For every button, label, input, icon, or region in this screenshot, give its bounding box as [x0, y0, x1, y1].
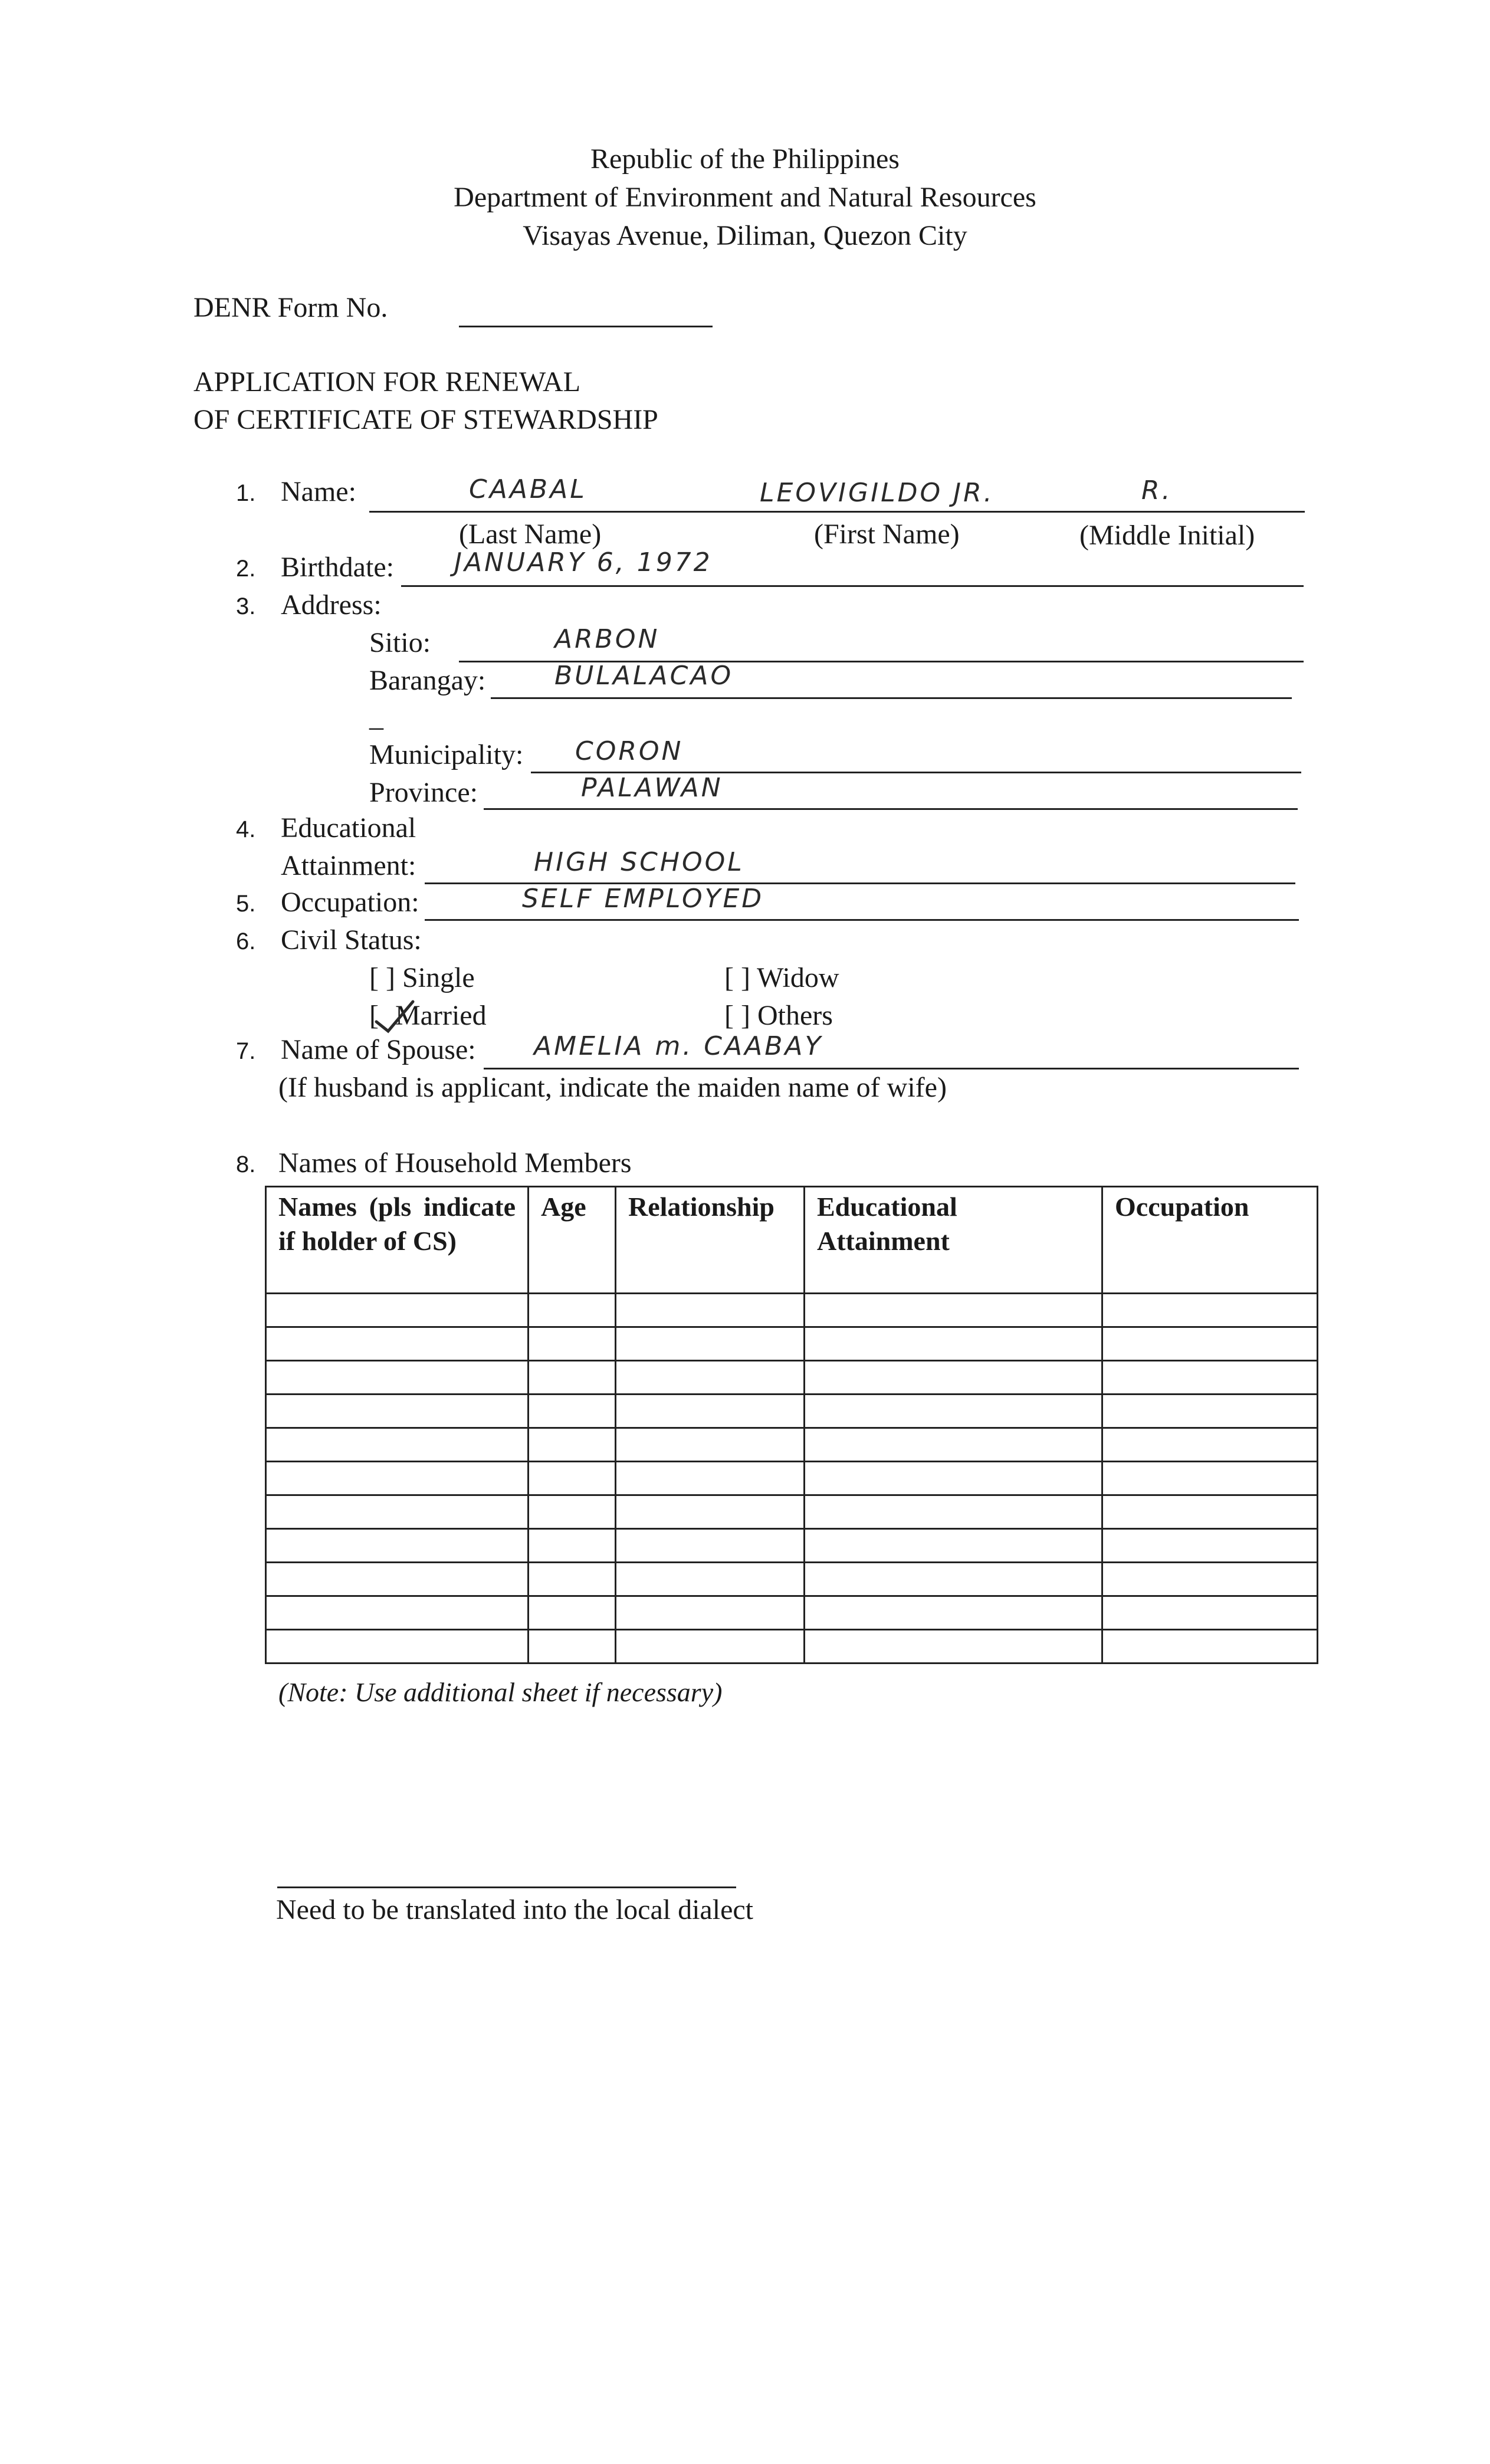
- table-cell[interactable]: [1102, 1495, 1318, 1529]
- table-row: [266, 1294, 1318, 1327]
- table-cell[interactable]: [1102, 1462, 1318, 1495]
- table-cell[interactable]: [616, 1361, 805, 1395]
- table-cell[interactable]: [616, 1495, 805, 1529]
- name-line: [369, 511, 1305, 513]
- birthdate-line: [401, 585, 1304, 587]
- table-cell[interactable]: [266, 1361, 529, 1395]
- municipality-value: CORON: [575, 736, 684, 766]
- table-row: [266, 1529, 1318, 1563]
- birthdate-label: Birthdate:: [281, 552, 394, 583]
- table-cell[interactable]: [616, 1294, 805, 1327]
- middle-initial-value: R.: [1141, 475, 1173, 506]
- table-cell[interactable]: [1102, 1596, 1318, 1630]
- education-label-line2: Attainment:: [281, 850, 416, 881]
- table-cell[interactable]: [529, 1462, 616, 1495]
- table-cell[interactable]: [529, 1596, 616, 1630]
- table-cell[interactable]: [529, 1327, 616, 1361]
- province-value: PALAWAN: [581, 773, 723, 803]
- last-name-caption: (Last Name): [459, 519, 602, 550]
- table-cell[interactable]: [805, 1529, 1102, 1563]
- address-label: Address:: [281, 589, 382, 621]
- table-row: [266, 1596, 1318, 1630]
- household-note: (Note: Use additional sheet if necessary): [278, 1677, 723, 1707]
- col-names: Names (pls indicate if holder of CS): [266, 1187, 529, 1294]
- table-cell[interactable]: [616, 1462, 805, 1495]
- table-cell[interactable]: [805, 1361, 1102, 1395]
- table-cell[interactable]: [1102, 1395, 1318, 1428]
- spouse-label: Name of Spouse:: [281, 1034, 476, 1065]
- table-cell[interactable]: [266, 1596, 529, 1630]
- table-cell[interactable]: [805, 1428, 1102, 1462]
- table-cell[interactable]: [529, 1428, 616, 1462]
- name-label: Name:: [281, 476, 356, 507]
- barangay-label: Barangay:: [369, 665, 486, 696]
- item-number-3: 3.: [236, 593, 256, 619]
- middle-initial-caption: (Middle Initial): [1079, 520, 1255, 551]
- education-value: HIGH SCHOOL: [534, 847, 744, 877]
- table-cell[interactable]: [805, 1462, 1102, 1495]
- education-label-line1: Educational: [281, 812, 416, 844]
- item-number-5: 5.: [236, 891, 256, 917]
- col-age: Age: [529, 1187, 616, 1294]
- form-title-line2: OF CERTIFICATE OF STEWARDSHIP: [193, 404, 658, 435]
- sitio-value: ARBON: [554, 624, 660, 654]
- form-no-line: [459, 326, 713, 327]
- table-row: [266, 1395, 1318, 1428]
- item-number-8: 8.: [236, 1151, 256, 1177]
- first-name-caption: (First Name): [814, 519, 960, 550]
- table-row: [266, 1361, 1318, 1395]
- province-label: Province:: [369, 777, 478, 808]
- table-cell[interactable]: [529, 1361, 616, 1395]
- col-occupation: Occupation: [1102, 1187, 1318, 1294]
- table-cell[interactable]: [1102, 1563, 1318, 1596]
- occupation-line: [425, 919, 1299, 921]
- occupation-label: Occupation:: [281, 887, 419, 918]
- table-cell[interactable]: [266, 1462, 529, 1495]
- item-number-7: 7.: [236, 1038, 256, 1064]
- table-cell[interactable]: [266, 1428, 529, 1462]
- household-header-row: [266, 1187, 1318, 1294]
- household-table: [265, 1186, 1318, 1664]
- form-no-label: DENR Form No.: [193, 292, 388, 323]
- last-name-value: CAABAL: [469, 474, 587, 504]
- civil-status-label: Civil Status:: [281, 924, 422, 956]
- municipality-label: Municipality:: [369, 739, 524, 770]
- table-row: [266, 1428, 1318, 1462]
- address-dash: _: [369, 701, 383, 733]
- table-cell[interactable]: [1102, 1529, 1318, 1563]
- table-cell[interactable]: [529, 1495, 616, 1529]
- married-label: Married: [395, 1000, 487, 1031]
- table-cell[interactable]: [266, 1294, 529, 1327]
- col-relationship: Relationship: [616, 1187, 805, 1294]
- header-department: Department of Environment and Natural Resources: [454, 182, 1036, 213]
- item-number-2: 2.: [236, 556, 256, 582]
- item-number-6: 6.: [236, 928, 256, 954]
- table-cell[interactable]: [805, 1596, 1102, 1630]
- spouse-note: (If husband is applicant, indicate the maiden name of wife): [278, 1072, 947, 1103]
- table-row: [266, 1327, 1318, 1361]
- footnote: Need to be translated into the local dialect: [276, 1894, 754, 1925]
- col-education: Educational Attainment: [805, 1187, 1102, 1294]
- table-cell[interactable]: [805, 1395, 1102, 1428]
- footnote-rule: [277, 1886, 736, 1888]
- married-check-mark: [370, 997, 418, 1038]
- table-cell[interactable]: [266, 1529, 529, 1563]
- table-cell[interactable]: [616, 1395, 805, 1428]
- sitio-label: Sitio:: [369, 627, 431, 658]
- table-cell[interactable]: [616, 1563, 805, 1596]
- table-cell[interactable]: [266, 1327, 529, 1361]
- barangay-line: [491, 697, 1292, 699]
- barangay-value: BULALACAO: [554, 661, 734, 691]
- table-cell[interactable]: [1102, 1630, 1318, 1664]
- table-row: [266, 1563, 1318, 1596]
- first-name-value: LEOVIGILDO JR.: [760, 478, 995, 508]
- table-cell[interactable]: [266, 1630, 529, 1664]
- table-cell[interactable]: [529, 1563, 616, 1596]
- table-cell[interactable]: [1102, 1361, 1318, 1395]
- spouse-value: AMELIA m. CAABAY: [534, 1031, 823, 1061]
- table-row: [266, 1630, 1318, 1664]
- table-cell[interactable]: [1102, 1428, 1318, 1462]
- table-cell[interactable]: [616, 1428, 805, 1462]
- option-single[interactable]: [ ] Single: [369, 962, 475, 993]
- table-cell[interactable]: [266, 1563, 529, 1596]
- household-label: Names of Household Members: [278, 1147, 632, 1179]
- table-cell[interactable]: [529, 1395, 616, 1428]
- table-row: [266, 1462, 1318, 1495]
- table-cell[interactable]: [1102, 1294, 1318, 1327]
- table-cell[interactable]: [266, 1395, 529, 1428]
- table-cell[interactable]: [805, 1563, 1102, 1596]
- table-cell[interactable]: [805, 1630, 1102, 1664]
- table-cell[interactable]: [805, 1495, 1102, 1529]
- married-checkbox[interactable]: [: [369, 1000, 379, 1031]
- table-cell[interactable]: [1102, 1327, 1318, 1361]
- table-cell[interactable]: [805, 1294, 1102, 1327]
- item-number-4: 4.: [236, 816, 256, 842]
- birthdate-value: JANUARY 6, 1972: [454, 547, 713, 578]
- header-address: Visayas Avenue, Diliman, Quezon City: [523, 220, 967, 251]
- item-number-1: 1.: [236, 480, 256, 506]
- table-cell[interactable]: [616, 1596, 805, 1630]
- header-republic: Republic of the Philippines: [590, 143, 900, 175]
- option-widow[interactable]: [ ] Widow: [724, 962, 839, 993]
- occupation-value: SELF EMPLOYED: [522, 884, 764, 914]
- form-title-line1: APPLICATION FOR RENEWAL: [193, 366, 581, 398]
- table-row: [266, 1495, 1318, 1529]
- spouse-line: [484, 1068, 1299, 1069]
- option-others[interactable]: [ ] Others: [724, 1000, 833, 1031]
- table-cell[interactable]: [616, 1529, 805, 1563]
- table-cell[interactable]: [529, 1630, 616, 1664]
- province-line: [484, 808, 1298, 810]
- table-cell[interactable]: [616, 1630, 805, 1664]
- table-cell[interactable]: [805, 1327, 1102, 1361]
- table-cell[interactable]: [529, 1529, 616, 1563]
- table-cell[interactable]: [616, 1327, 805, 1361]
- table-cell[interactable]: [266, 1495, 529, 1529]
- table-cell[interactable]: [529, 1294, 616, 1327]
